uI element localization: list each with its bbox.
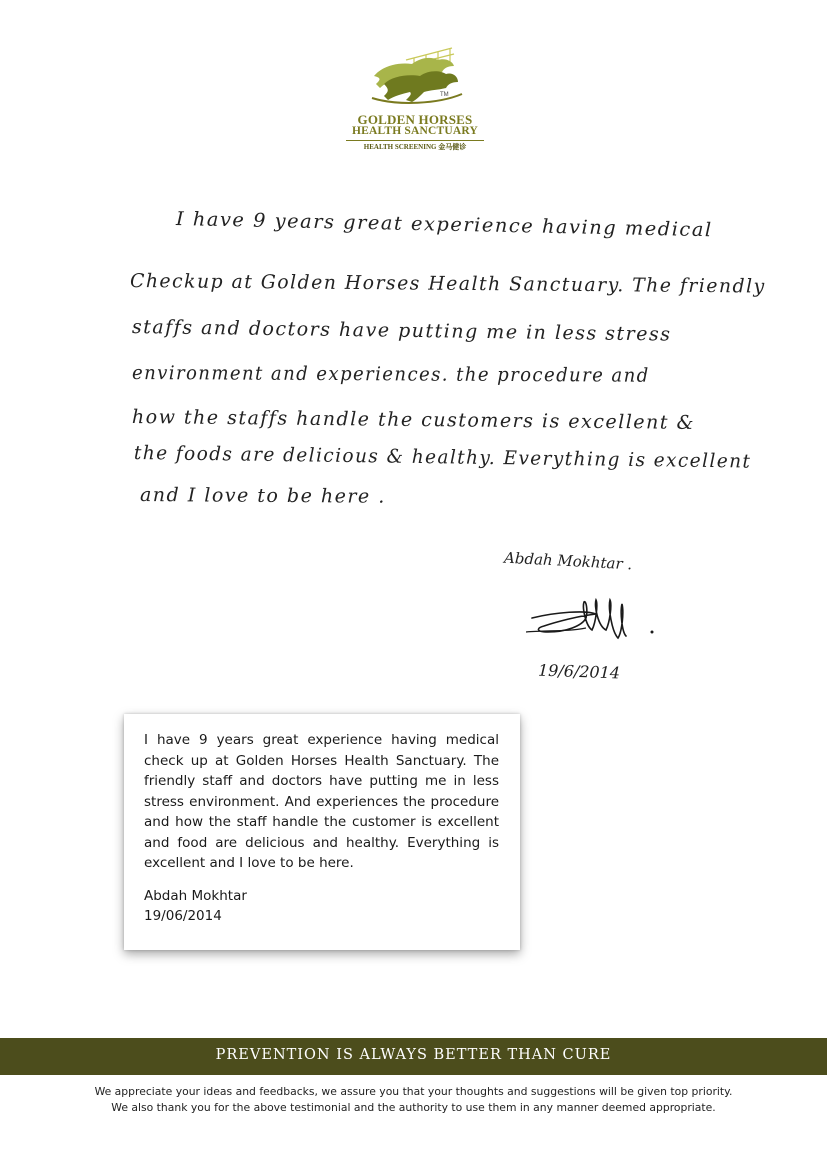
horses-emblem-icon — [368, 44, 464, 106]
logo-tagline: HEALTH SCREENING 金马健诊 — [363, 143, 467, 151]
handwritten-testimonial — [120, 200, 766, 520]
handwritten-line: I have 9 years great experience having medical — [175, 208, 713, 242]
slogan-text: PREVENTION IS ALWAYS BETTER THAN CURE — [215, 1047, 612, 1063]
handwritten-line: environment and experiences. the procedure and — [131, 362, 650, 387]
footer-note-line2: We also thank you for the above testimonial and the authority to use them in any manner deemed appropriate. — [111, 1101, 716, 1114]
handwritten-line: and I love to be here . — [139, 484, 386, 508]
handwritten-line: the foods are delicious & healthy. Everything is excellent — [133, 442, 752, 473]
testimonial-body: I have 9 years great experience having medical check up at Golden Horses Health Sanctuary. The friendly staff and doctors have putting me in less stress environment. And experiences the procedure and how the staff handle the customer is excellent and food are delicious and healthy. Everything is excellent and I love to be here. — [144, 732, 499, 871]
testimonial-author: Abdah Mokhtar — [144, 888, 247, 904]
testimonial-date: 19/06/2014 — [144, 908, 222, 924]
company-logo — [340, 44, 490, 154]
handwritten-line: how the staffs handle the customers is excellent & — [131, 406, 696, 434]
signature-image — [526, 592, 666, 652]
testimonial-card — [124, 714, 520, 950]
handwritten-date: 19/6/2014 — [537, 660, 621, 683]
footer-note-line1: We appreciate your ideas and feedbacks, we assure you that your thoughts and suggestions will be given top priority. — [94, 1085, 733, 1098]
logo-name-line1: GOLDEN HORSES — [357, 112, 473, 127]
slogan-banner — [0, 1038, 827, 1075]
handwritten-name: Abdah Mokhtar . — [503, 548, 633, 574]
handwritten-line: staffs and doctors have putting me in less stress — [131, 316, 672, 346]
handwritten-line: Checkup at Golden Horses Health Sanctuary. The friendly — [129, 270, 766, 298]
trademark-symbol: TM — [440, 92, 449, 98]
logo-name-line2: HEALTH SANCTUARY — [351, 125, 479, 137]
logo-divider — [346, 140, 484, 141]
